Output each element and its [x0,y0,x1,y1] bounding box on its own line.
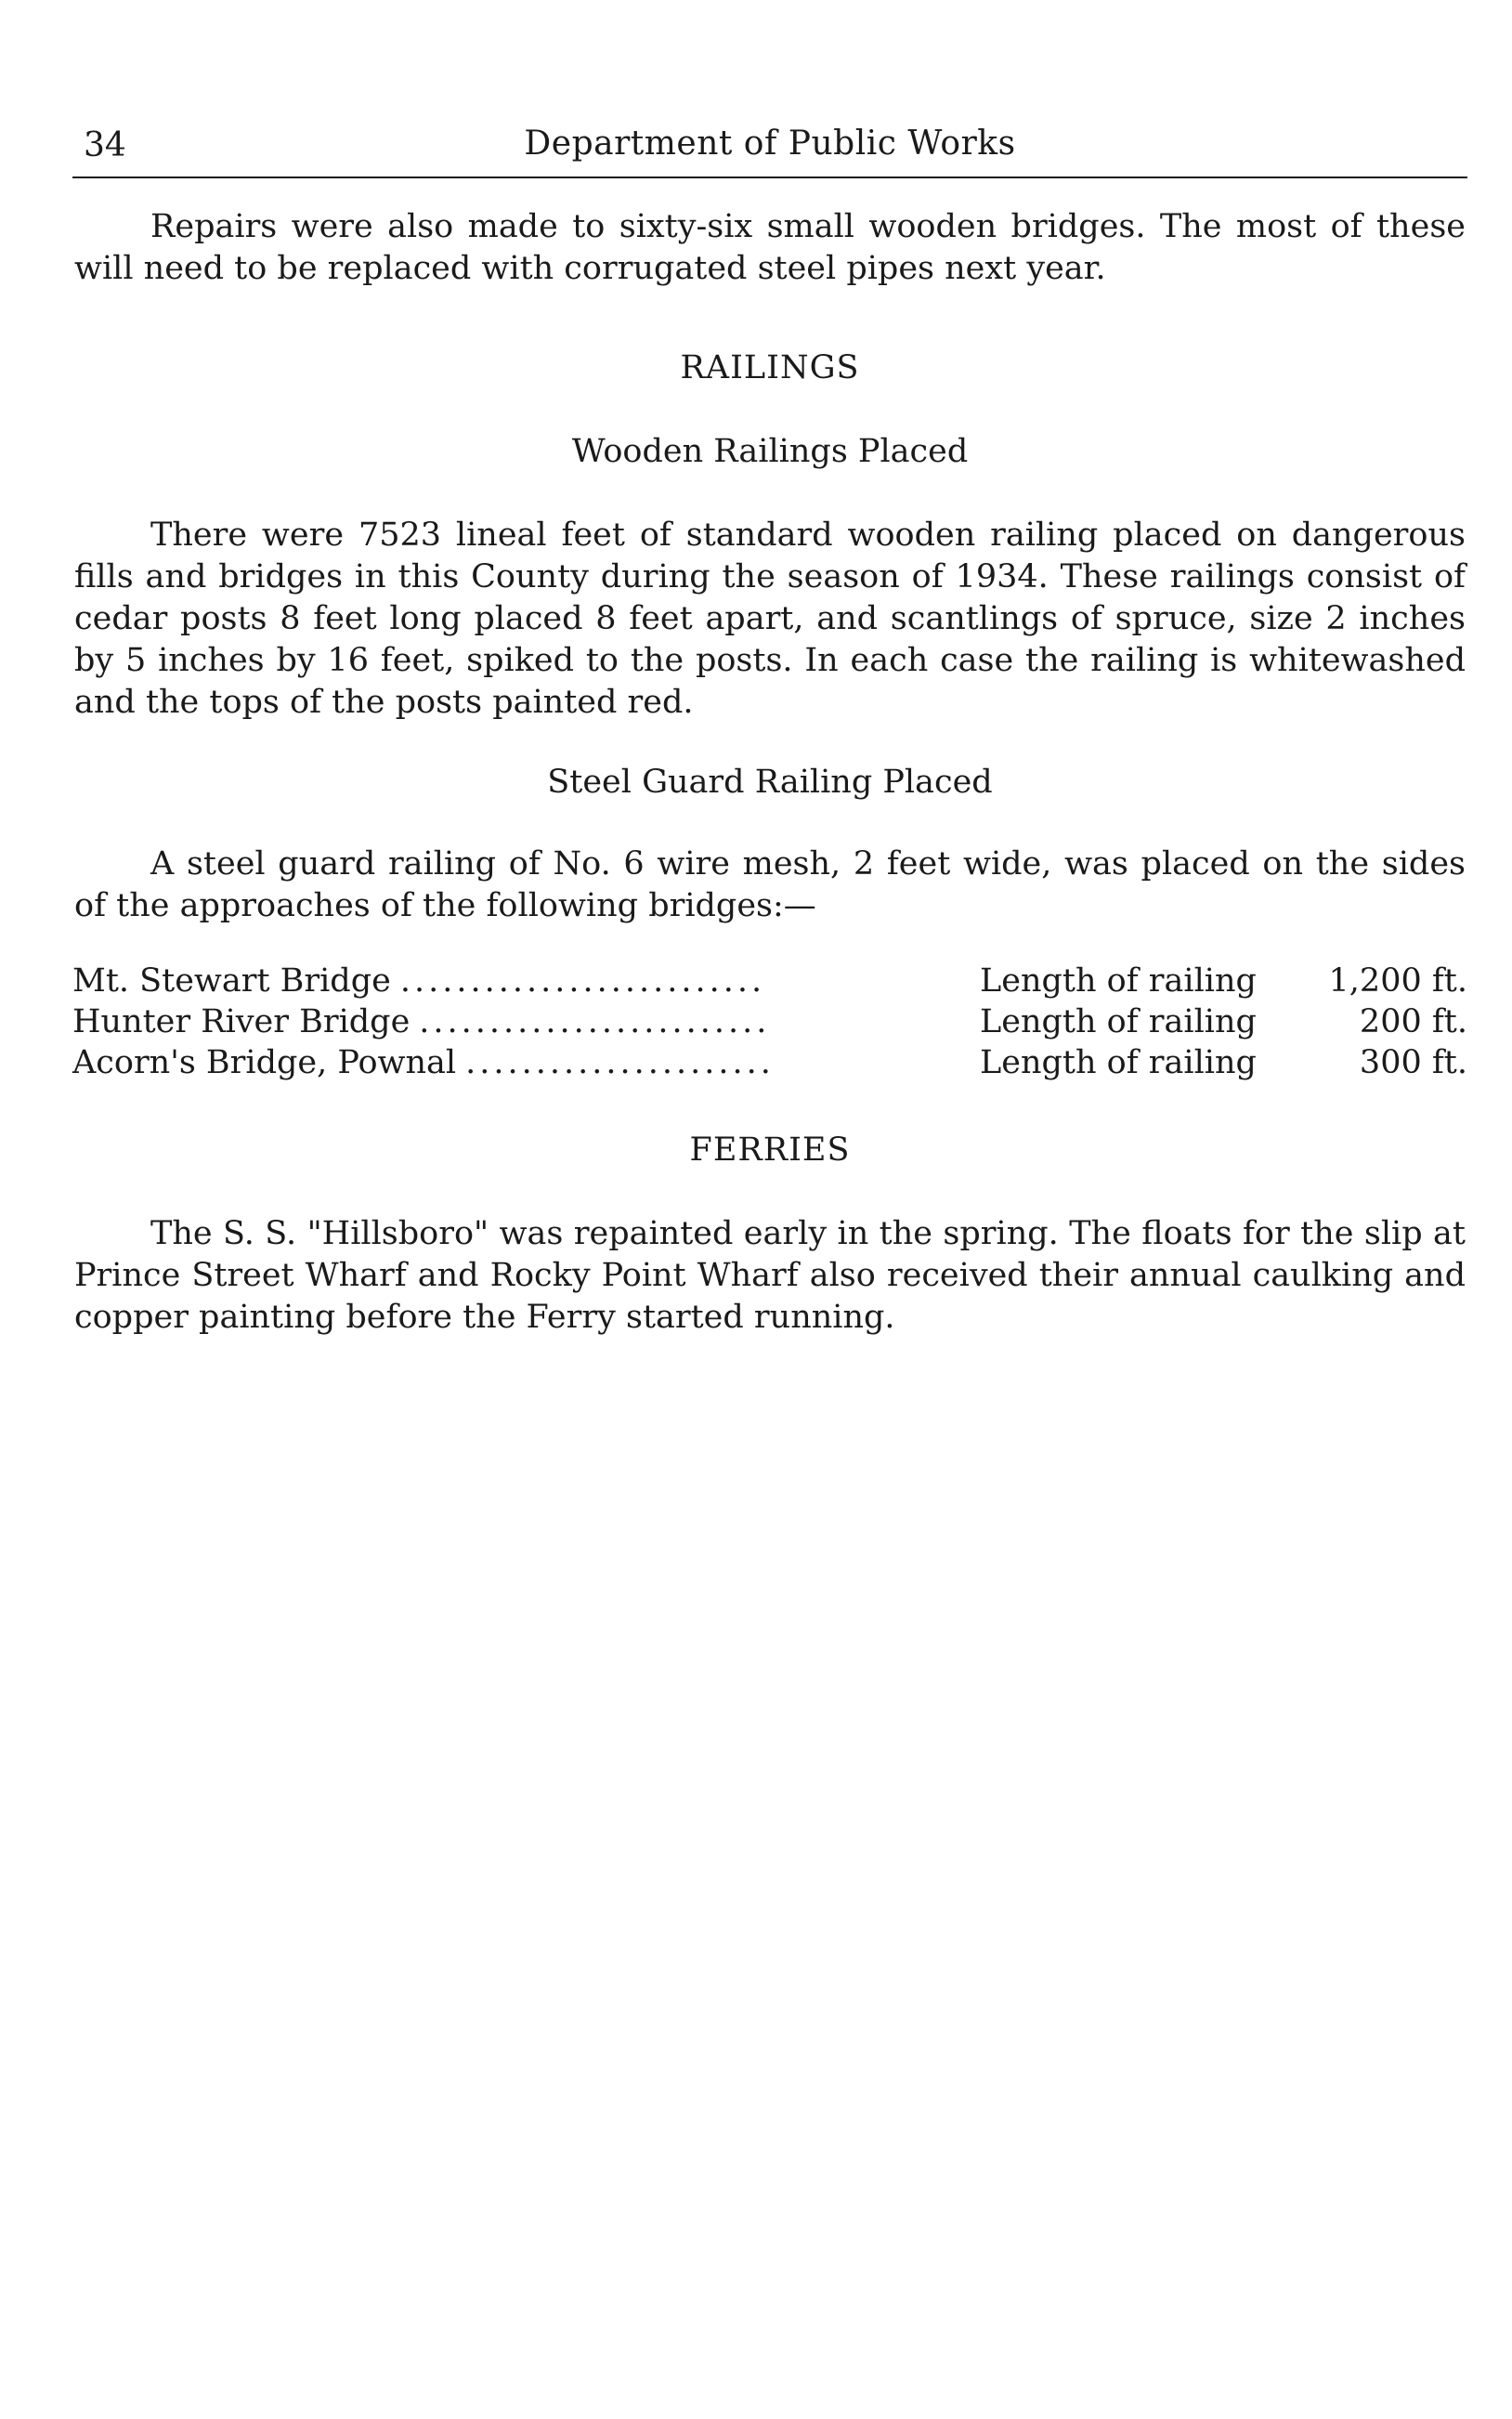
wooden-railings-paragraph: There were 7523 lineal feet of standard wooden railing placed on dangerous fills and bridges in this County during the season of 1934. These railings consist of cedar posts 8 feet long placed 8 feet apart, and scantlings of spruce, size 2 inches by 5 inches by 16 feet, spiked to the posts. In each case the railing is whitewashed and the tops of the posts painted red. [74,516,1466,721]
ferries-heading: FERRIES [689,1131,851,1169]
length-value: 1,200 ft. [1328,962,1467,1000]
bridge-name: Mt. Stewart Bridge [72,962,391,1000]
bridge-name: Acorn's Bridge, Pownal [72,1044,457,1081]
page-number: 34 [84,126,126,164]
running-head: Department of Public Works [524,124,1016,163]
bridge-name: Hunter River Bridge [72,1003,411,1040]
length-value: 200 ft. [1359,1003,1467,1040]
page-header [72,119,1467,175]
railing-length [980,962,1467,1000]
steel-railing-subheading: Steel Guard Railing Placed [547,764,993,801]
dot-leader: .......................... [399,962,766,1000]
length-label: Length of railing [980,962,1257,1000]
railing-length [980,1003,1467,1040]
wooden-railings-subheading: Wooden Railings Placed [571,433,969,470]
dot-leader: ......................... [419,1003,771,1040]
list-item [72,1044,1467,1085]
length-label: Length of railing [980,1003,1257,1040]
header-rule [72,177,1467,178]
length-label: Length of railing [980,1044,1257,1081]
length-value: 300 ft. [1359,1044,1467,1081]
intro-paragraph: Repairs were also made to sixty-six small wooden bridges. The most of these will need to be replaced with corrugated steel pipes next year. [74,208,1466,287]
steel-railing-paragraph: A steel guard railing of No. 6 wire mesh, 2 feet wide, was placed on the sides of the approaches of the following bridges:— [74,845,1466,924]
list-item [72,962,1467,1003]
ferries-paragraph: The S. S. "Hillsboro" was repainted early in the spring. The floats for the slip at Prince Street Wharf and Rocky Point Wharf also received their annual caulking and copper painting before the Ferry started running. [74,1215,1466,1336]
list-item [72,1003,1467,1044]
bridge-list [72,962,1467,1085]
dot-leader: ...................... [465,1044,775,1081]
railings-heading: RAILINGS [680,349,860,386]
railing-length [980,1044,1467,1081]
